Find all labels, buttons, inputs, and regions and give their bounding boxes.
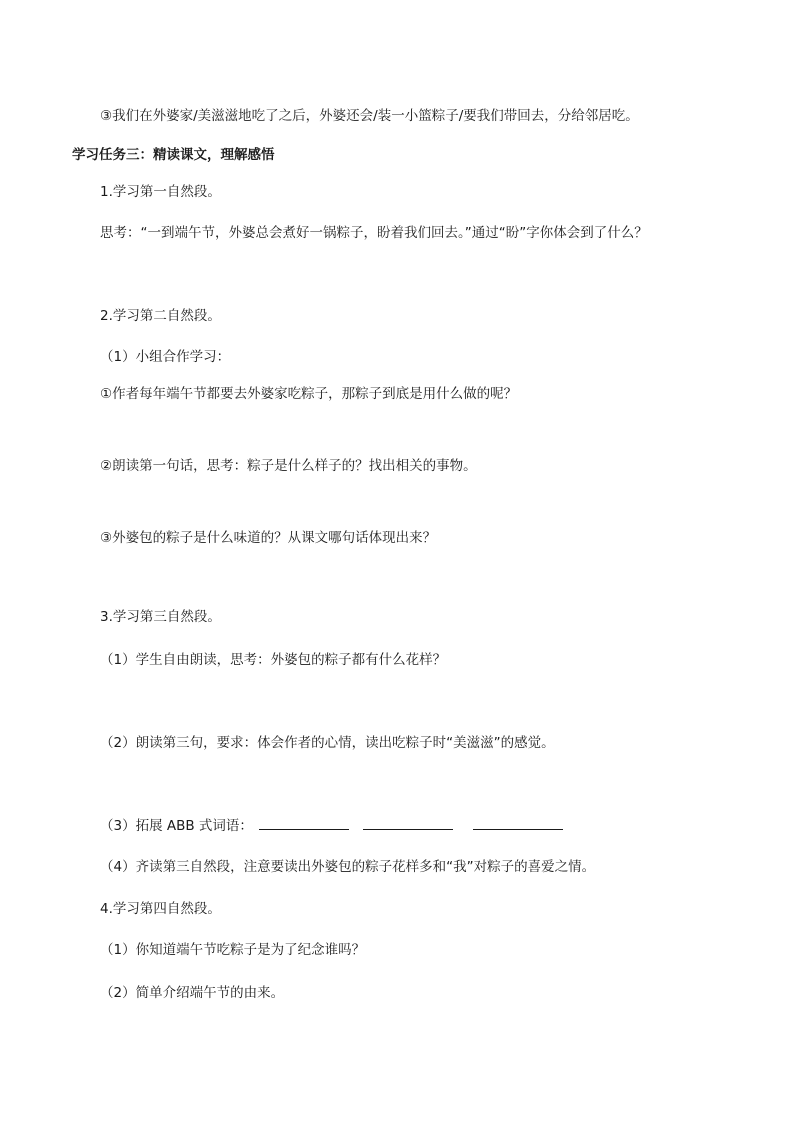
para4-question-1: （1）你知道端午节吃粽子是为了纪念谁吗？	[100, 942, 366, 958]
para3-question-3-row	[100, 815, 563, 836]
para3-question-3: （3）拓展 ABB 式词语：	[100, 818, 253, 834]
para1-question: 思考：“一到端午节，外婆总会煮好一锅粽子，盼着我们回去。”通过“盼”字你体会到了什么？	[100, 225, 648, 241]
sentence-3-text: ③我们在外婆家/美滋滋地吃了之后，外婆还会/装一小篮粽子/要我们带回去，分给邻居吃。	[100, 108, 639, 124]
answer-blank-2[interactable]	[363, 815, 453, 830]
para3-title: 3.学习第三自然段。	[100, 609, 221, 625]
answer-blank-1[interactable]	[259, 815, 349, 830]
para2-group-study: （1）小组合作学习：	[100, 349, 231, 365]
para2-question-1: ①作者每年端午节都要去外婆家吃粽子，那粽子到底是用什么做的呢？	[100, 386, 518, 402]
answer-blank-3[interactable]	[473, 815, 563, 830]
para3-question-2: （2）朗读第三句，要求：体会作者的心情，读出吃粽子时“美滋滋”的感觉。	[100, 735, 555, 751]
para2-question-2: ②朗读第一句话，思考：粽子是什么样子的？找出相关的事物。	[100, 458, 477, 474]
para3-question-4: （4）齐读第三自然段，注意要读出外婆包的粽子花样多和“我”对粽子的喜爱之情。	[100, 859, 596, 875]
para4-question-2: （2）简单介绍端午节的由来。	[100, 985, 285, 1001]
task3-heading: 学习任务三：精读课文，理解感悟	[72, 147, 275, 163]
para2-title: 2.学习第二自然段。	[100, 308, 221, 324]
para4-title: 4.学习第四自然段。	[100, 901, 221, 917]
para3-question-1: （1）学生自由朗读，思考：外婆包的粽子都有什么花样？	[100, 652, 447, 668]
para2-question-3: ③外婆包的粽子是什么味道的？从课文哪句话体现出来？	[100, 530, 437, 546]
para1-title: 1.学习第一自然段。	[100, 184, 221, 200]
